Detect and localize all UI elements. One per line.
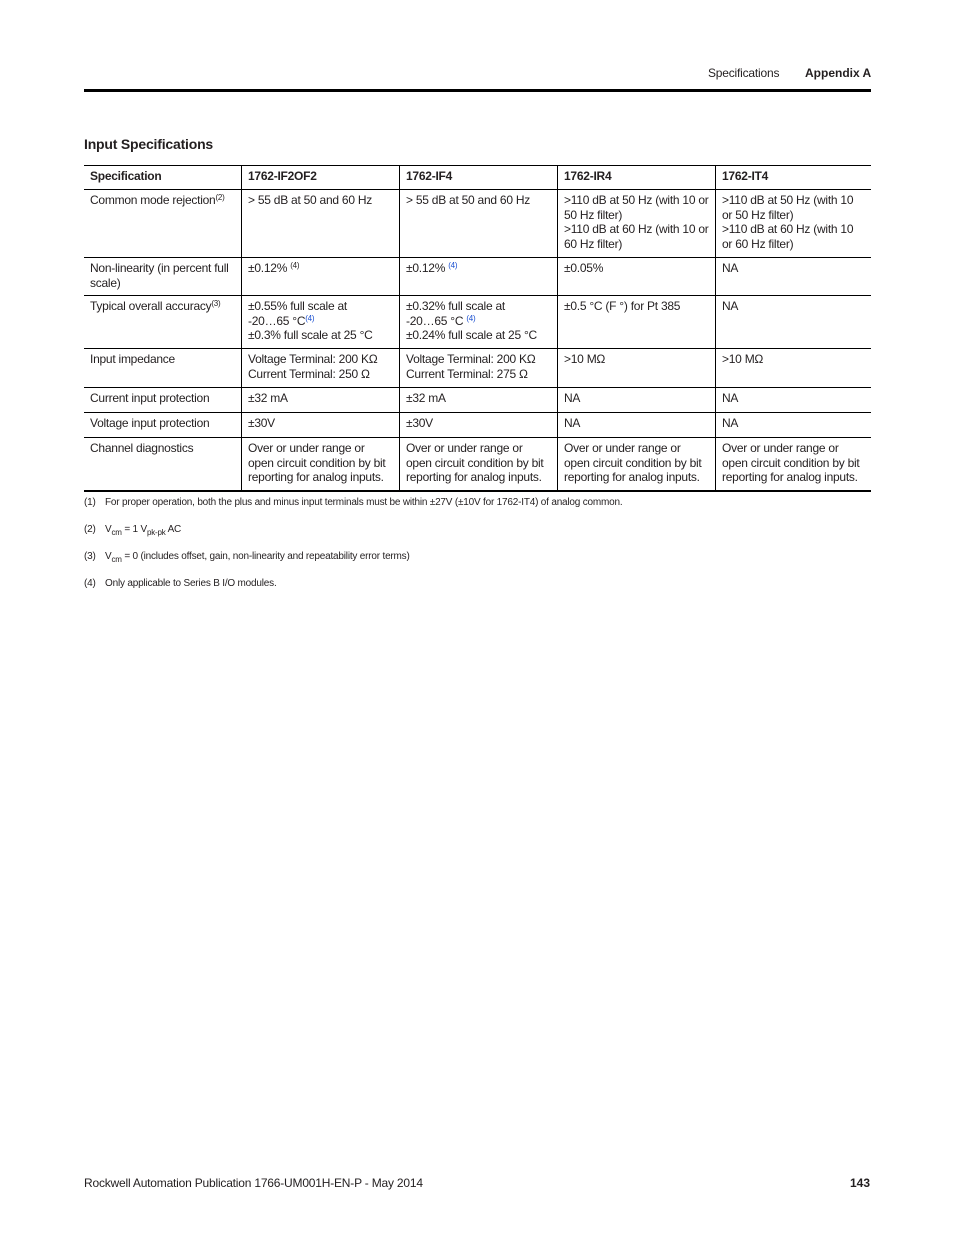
table-header-row	[84, 166, 871, 190]
table-cell: >10 MΩ	[558, 349, 716, 388]
table-cell: NA	[716, 296, 872, 349]
table-cell: Voltage Terminal: 200 KΩ Current Terminal: 275 Ω	[400, 349, 558, 388]
table-row	[84, 438, 871, 491]
table-cell: ±30V	[242, 413, 400, 438]
footer-publication: Rockwell Automation Publication 1766-UM001H-EN-P - May 2014	[84, 1176, 423, 1190]
table-cell: > 55 dB at 50 and 60 Hz	[400, 190, 558, 258]
table-cell: ±0.12% $^{(4)}$	[400, 258, 558, 296]
page-number: 143	[850, 1176, 871, 1190]
table-cell: Over or under range or open circuit condition by bit reporting for analog inputs.	[242, 438, 400, 491]
table-row	[84, 296, 871, 349]
running-header-appendix: Appendix A	[805, 66, 872, 80]
footnote-link[interactable]: (4)	[448, 261, 458, 270]
column-header-1762-it4: 1762-IT4	[716, 166, 872, 190]
table-cell: > 55 dB at 50 and 60 Hz	[242, 190, 400, 258]
table-cell: NA	[558, 413, 716, 438]
table-cell: ±0.12% $^{(4)}$	[242, 258, 400, 296]
row-label: Voltage input protection	[84, 413, 242, 438]
column-header-1762-ir4: 1762-IR4	[558, 166, 716, 190]
table-row	[84, 190, 871, 258]
table-cell: ±32 mA	[242, 388, 400, 413]
table-row	[84, 413, 871, 438]
row-label: Typical overall accuracy$^{(3)}$	[84, 296, 242, 349]
footnote-ref[interactable]: (3)	[211, 299, 221, 308]
table-cell: Over or under range or open circuit condition by bit reporting for analog inputs.	[558, 438, 716, 491]
header-rule	[84, 89, 871, 92]
footnote-link[interactable]: (4)	[305, 313, 315, 323]
row-label: Channel diagnostics	[84, 438, 242, 491]
footnote-ref: (4)	[290, 261, 300, 270]
table-cell: Over or under range or open circuit condition by bit reporting for analog inputs.	[716, 438, 872, 491]
table-cell: ±30V	[400, 413, 558, 438]
table-cell: NA	[716, 413, 872, 438]
table-cell: >10 MΩ	[716, 349, 872, 388]
table-row	[84, 258, 871, 296]
column-header-1762-if4: 1762-IF4	[400, 166, 558, 190]
section-title: Input Specifications	[84, 136, 214, 152]
input-specifications-table	[84, 165, 871, 492]
column-header-specification: Specification	[84, 166, 242, 190]
table-cell: Voltage Terminal: 200 KΩ Current Terminal: 250 Ω	[242, 349, 400, 388]
table-cell: NA	[716, 258, 872, 296]
table-cell: ±0.55% full scale at -20…65 $^\circ C^{(4)}$ ±0.3% full scale at 25 °C	[242, 296, 400, 349]
footnote-link[interactable]: (4)	[466, 313, 476, 323]
footnote-ref[interactable]: (2)	[215, 193, 225, 202]
running-header-section: Specifications	[708, 66, 780, 80]
table-row	[84, 388, 871, 413]
table-cell: Over or under range or open circuit condition by bit reporting for analog inputs.	[400, 438, 558, 491]
row-label: Input impedance	[84, 349, 242, 388]
table-cell: ±0.5 °C (F °) for Pt 385	[558, 296, 716, 349]
row-label: Common mode rejection$^{(2)}$	[84, 190, 242, 258]
table-cell: NA	[716, 388, 872, 413]
table-cell: ±0.05%	[558, 258, 716, 296]
table-cell: ±0.32% full scale at -20…65 °C $^{(4)}$ ±0.24% full scale at 25 °C	[400, 296, 558, 349]
table-cell: >110 dB at 50 Hz (with 10 or 50 Hz filter) >110 dB at 60 Hz (with 10 or 60 Hz filter)	[716, 190, 872, 258]
row-label: Current input protection	[84, 388, 242, 413]
table-cell: NA	[558, 388, 716, 413]
row-label: Non-linearity (in percent full scale)	[84, 258, 242, 296]
table-row	[84, 349, 871, 388]
column-header-1762-if2of2: 1762-IF2OF2	[242, 166, 400, 190]
table-cell: ±32 mA	[400, 388, 558, 413]
table-cell: >110 dB at 50 Hz (with 10 or 50 Hz filter) >110 dB at 60 Hz (with 10 or 60 Hz filter)	[558, 190, 716, 258]
